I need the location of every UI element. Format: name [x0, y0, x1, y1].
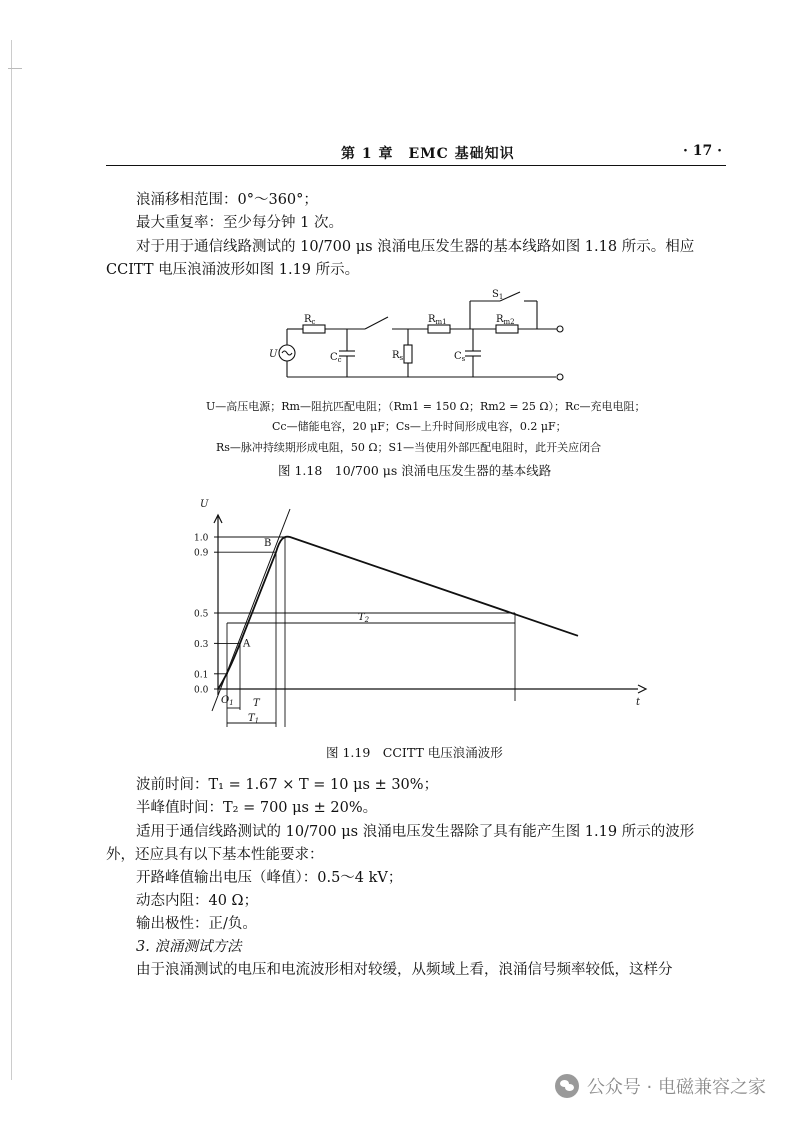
paragraph-line: 开路峰值输出电压（峰值）：0.5～4 kV； [136, 870, 403, 886]
y-tick-label: 0.0 [194, 685, 209, 696]
paragraph-line: 适用于通信线路测试的 10/700 μs 浪涌电压发生器除了具有能产生图 1.19 所示的波形 [136, 824, 695, 840]
watermark [555, 1073, 766, 1099]
y-axis-label: U [200, 499, 209, 510]
paragraph-line: 最大重复率：至少每分钟 1 次。 [136, 215, 343, 231]
y-tick-label: 1.0 [194, 533, 209, 544]
rm1-label: $R_{m1}$ [428, 314, 447, 326]
point-b-label: B [264, 538, 272, 550]
edge-mark [8, 68, 22, 69]
page-number: · 17 · [683, 143, 722, 159]
wechat-icon [555, 1074, 579, 1098]
paragraph-line: 动态内阻：40 Ω； [136, 893, 259, 909]
cc-label: $C_c$ [330, 352, 342, 364]
cs-label: $C_s$ [454, 351, 466, 363]
y-tick-label: 0.9 [194, 548, 209, 559]
u-label: U [269, 349, 278, 360]
paragraph-line: CCITT 电压浪涌波形如图 1.19 所示。 [106, 262, 360, 278]
rs-label: $R_s$ [392, 350, 404, 362]
y-tick-label: 0.3 [194, 639, 209, 650]
figure-caption: 图 1.18 10/700 μs 浪涌电压发生器的基本线路 [278, 463, 552, 478]
figure-caption: 图 1.19 CCITT 电压浪涌波形 [326, 745, 503, 760]
x-axis-label: t [636, 697, 641, 708]
section-heading: 3. 浪涌测试方法 [136, 939, 242, 955]
circuit-diagram [260, 285, 580, 385]
tangent-line [212, 509, 290, 711]
page-edge [11, 40, 12, 1080]
x-axis-arrow [638, 685, 646, 693]
paragraph-line: 浪涌移相范围：0°～360°； [136, 192, 318, 208]
paragraph-line: 外，还应具有以下基本性能要求： [106, 847, 324, 863]
paragraph-line: 波前时间：T₁ = 1.67 × T = 10 μs ± 30%； [136, 777, 439, 793]
paragraph-line: 半峰值时间：T₂ = 700 μs ± 20%。 [136, 800, 378, 816]
paragraph-line: 输出极性：正/负。 [136, 916, 257, 932]
t1-label: $T_1$ [248, 713, 260, 725]
circuit-legend-line: Cc—储能电容，20 μF；Cs—上升时间形成电容，0.2 μF； [272, 420, 567, 433]
rm2-label: $R_{m2}$ [496, 314, 515, 326]
running-header [106, 143, 726, 166]
chapter-title: 第 1 章 EMC 基础知识 [341, 146, 515, 162]
y-tick-label: 0.5 [194, 609, 209, 620]
circuit-legend-line: Rs—脉冲持续期形成电阻，50 Ω；S1—当使用外部匹配电阻时，此开关应闭合 [216, 441, 602, 454]
watermark-text: 公众号 · 电磁兼容之家 [586, 1077, 766, 1098]
s1-label: $S_1$ [492, 289, 504, 301]
o1-label: $O_1$ [221, 695, 234, 707]
y-tick-label: 0.1 [194, 670, 209, 681]
paragraph-line: 对于用于通信线路测试的 10/700 μs 浪涌电压发生器的基本线路如图 1.18 所示。相应 [136, 239, 695, 255]
waveform-chart [190, 495, 660, 730]
t-label: T [253, 698, 260, 709]
t2-label: $T_2$ [358, 612, 370, 624]
paragraph-line: 由于浪涌测试的电压和电流波形相对较缓，从频域上看，浪涌信号频率较低，这样分 [136, 962, 673, 978]
point-a-label: A [243, 638, 251, 650]
circuit-legend-line: U—高压电源；Rm—阻抗匹配电阻；（Rm1 = 150 Ω；Rm2 = 25 Ω）；Rc—充电电阻； [206, 400, 646, 413]
rc-label: $R_c$ [304, 314, 316, 326]
